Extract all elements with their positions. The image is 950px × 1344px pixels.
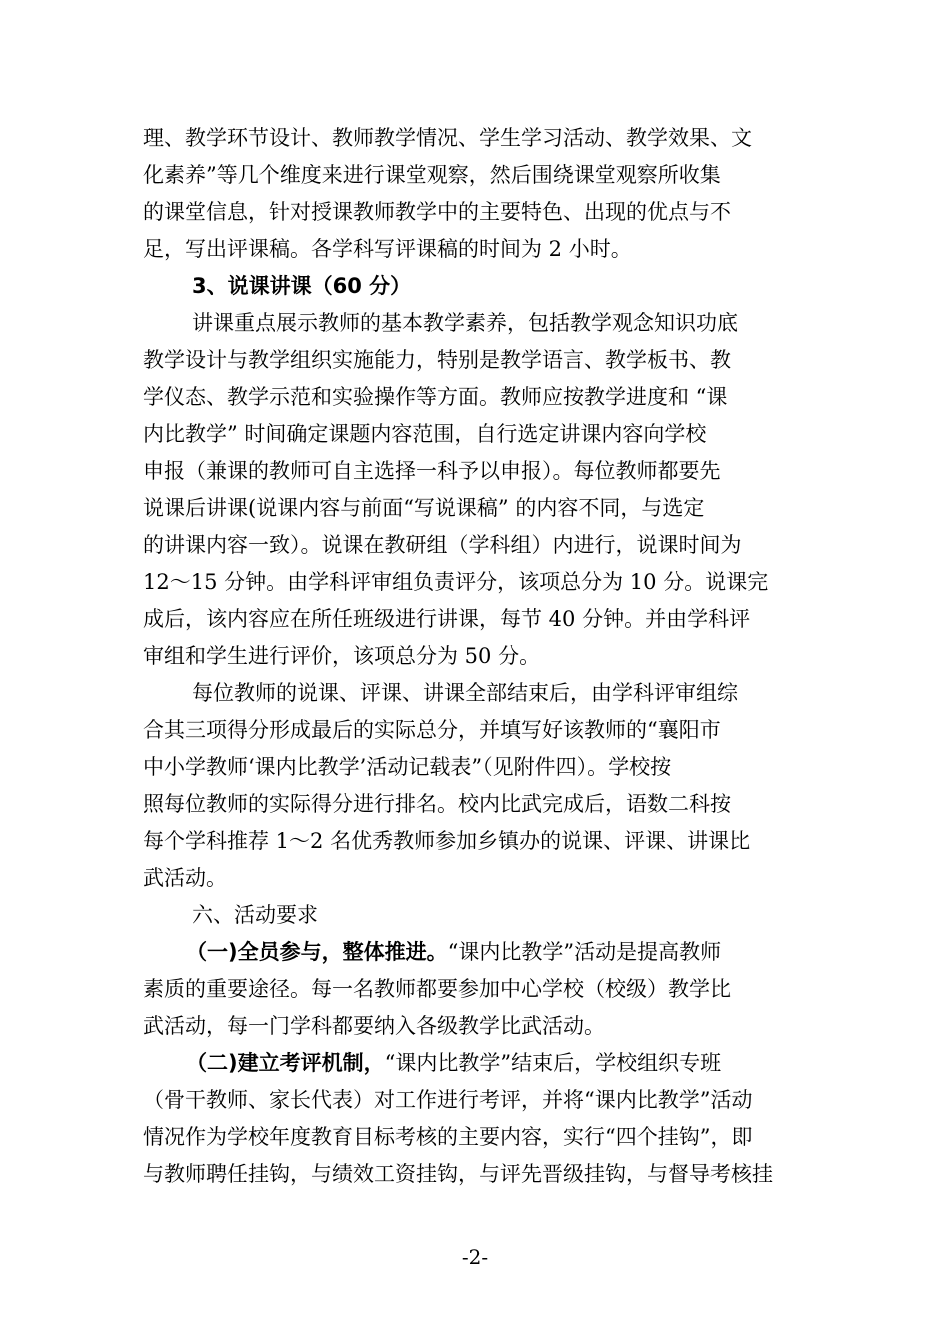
requirement-1-line <box>186 937 721 967</box>
requirement-1-heading: （一)全员参与，整体推进。 <box>186 940 448 964</box>
text-line: 武活动，每一门学科都要纳入各级教学比武活动。 <box>143 1014 605 1038</box>
text-line: 情况作为学校年度教育目标考核的主要内容，实行“四个挂钩”，即 <box>143 1125 753 1149</box>
section-heading: 六、活动要求 <box>192 903 318 927</box>
requirement-2-line <box>186 1048 721 1078</box>
text-line: 审组和学生进行评价，该项总分为 50 分。 <box>143 644 541 668</box>
text-line: 说课后讲课(说课内容与前面“写说课稿” 的内容不同，与选定 <box>143 496 705 520</box>
text-line: 内比教学” 时间确定课题内容范围，自行选定讲课内容向学校 <box>143 422 707 446</box>
requirement-2-heading: （二)建立考评机制， <box>186 1051 385 1075</box>
text-line: 化素养”等几个维度来进行课堂观察，然后围绕课堂观察所收集 <box>143 163 721 187</box>
text-line: 的讲课内容一致）。说课在教研组（学科组）内进行，说课时间为 <box>143 533 742 557</box>
text-line: 每个学科推荐 1～2 名优秀教师参加乡镇办的说课、评课、讲课比 <box>143 829 751 853</box>
text-line: 学仪态、教学示范和实验操作等方面。教师应按教学进度和 “课 <box>143 385 728 409</box>
text-line: 的课堂信息，针对授课教师教学中的主要特色、出现的优点与不 <box>143 200 731 224</box>
text-line: 与教师聘任挂钩，与绩效工资挂钩，与评先晋级挂钩，与督导考核挂 <box>143 1162 773 1186</box>
text-line: 讲课重点展示教师的基本教学素养，包括教学观念知识功底 <box>192 311 738 335</box>
text-line: 中小学教师‘课内比教学’活动记载表”（见附件四）。学校按 <box>143 755 672 779</box>
text-line: 理、教学环节设计、教师教学情况、学生学习活动、教学效果、文 <box>143 126 752 150</box>
text-line: 教学设计与教学组织实施能力，特别是教学语言、教学板书、教 <box>143 348 731 372</box>
text-line: 足，写出评课稿。各学科写评课稿的时间为 2 小时。 <box>143 237 632 261</box>
text-line: （骨干教师、家长代表）对工作进行考评，并将“课内比教学”活动 <box>143 1088 753 1112</box>
section-heading: 3、说课讲课（60 分） <box>192 274 412 298</box>
text-line: 合其三项得分形成最后的实际总分，并填写好该教师的“襄阳市 <box>143 718 721 742</box>
requirement-2-text: “课内比教学”结束后，学校组织专班 <box>384 1051 722 1075</box>
text-line: 照每位教师的实际得分进行排名。校内比武完成后，语数二科按 <box>143 792 731 816</box>
page-number: -2- <box>461 1245 489 1269</box>
requirement-1-text: “课内比教学”活动是提高教师 <box>447 940 722 964</box>
text-line: 每位教师的说课、评课、讲课全部结束后，由学科评审组综 <box>192 681 738 705</box>
text-line: 武活动。 <box>143 866 227 890</box>
text-line: 申报（兼课的教师可自主选择一科予以申报）。每位教师都要先 <box>143 459 721 483</box>
text-line: 素质的重要途径。每一名教师都要参加中心学校（校级）教学比 <box>143 977 731 1001</box>
text-line: 12～15 分钟。由学科评审组负责评分，该项总分为 10 分。说课完 <box>143 570 769 594</box>
text-line: 成后，该内容应在所任班级进行讲课，每节 40 分钟。并由学科评 <box>143 607 751 631</box>
